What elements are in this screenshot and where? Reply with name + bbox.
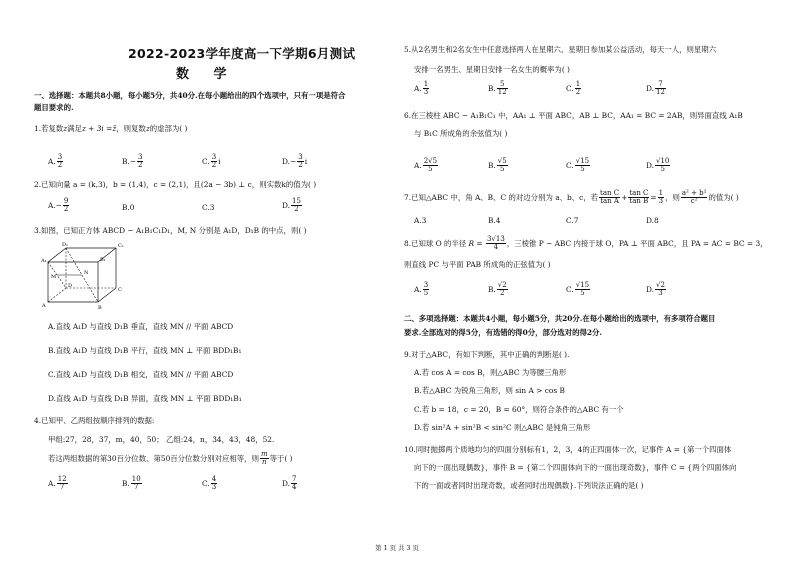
q6-stem-line2: 与 B₁C 所成角的余弦值为( ): [414, 129, 508, 138]
q8-stem-line2: 则直线 PC 与平面 PAB 所成角的正弦值为( ): [404, 260, 551, 269]
vertex-label-d1: D₁: [62, 242, 69, 248]
q8-option-b[interactable]: B. $\frac{√2}{2}$: [488, 281, 507, 298]
vertex-label-a: A: [42, 303, 46, 309]
q10-stem-line2: 向下的一面出现偶数}，事件 B = {第二个四面体向下的一面出现奇数}，事件 C = {两个四面体向: [414, 463, 737, 472]
q4-question: 若这两组数据的第30百分位数、第50百分位数分别对应相等，则 $\frac{m}{n}$ 等于( ): [48, 450, 293, 467]
q3-option-a[interactable]: A.直线 A₁D 与直线 D₁B 垂直，直线 MN // 平面 ABCD: [48, 322, 234, 331]
q5-stem-line1: 5.从2名男生和2名女生中任意选择两人在星期六、星期日参加某公益活动，每天一人，则星期六: [404, 45, 717, 54]
q1-option-c[interactable]: C. $\frac{3}{2}$ i: [202, 153, 221, 170]
vertex-label-b1: B₁: [100, 257, 106, 263]
q5-option-d[interactable]: D. $\frac{7}{12}$: [646, 80, 665, 97]
subject-title: 数 学: [176, 67, 237, 82]
q5-option-c[interactable]: C. $\frac{1}{2}$: [566, 80, 581, 97]
q6-option-c[interactable]: C. $\frac{√15}{5}$: [566, 157, 590, 174]
q4-option-d[interactable]: D. $\frac{7}{4}$: [282, 475, 297, 492]
q3-option-c[interactable]: C.直线 A₁D 与直线 D₁B 相交，直线 MN // 平面 ABCD: [48, 370, 234, 379]
q1-option-a[interactable]: A. $\frac{3}{2}$: [48, 153, 63, 170]
q4-option-a[interactable]: A. $\frac{12}{7}$: [48, 475, 67, 492]
q4-data: 甲组:27，28，37，m，40，50； 乙组:24，n，34，43，48，52.: [48, 435, 275, 444]
q7-option-b[interactable]: B.4: [488, 216, 501, 225]
q3-option-d[interactable]: D.直线 A₁D 与直线 D₁B 异面，直线 MN ⊥ 平面 BDD₁B₁: [48, 394, 242, 403]
q2-option-a[interactable]: A.− $\frac{9}{2}$: [48, 197, 69, 214]
q5-stem-line2: 安排一名男生、星期日安排一名女生的概率为( ): [414, 65, 570, 74]
vertex-label-c1: C₁: [118, 243, 124, 249]
q10-stem-line1: 10.同时抛掷两个质地均匀的四面分别标有1，2，3，4的正四面体一次，记事件 A = {第一个四面体: [404, 445, 732, 454]
vertex-label-a1: A₁: [41, 258, 47, 264]
q2-option-b[interactable]: B.0: [122, 203, 135, 212]
q4-option-b[interactable]: B. $\frac{10}{7}$: [122, 475, 141, 492]
q2-option-c[interactable]: C.3: [202, 203, 215, 212]
page-title: 2022-2023学年度高一下学期6月测试: [128, 46, 356, 61]
section1-heading: 一、选择题：本题共8小题，每小题5分，共40分.在每小题给出的四个选项中，只有一项是符合: [34, 91, 346, 100]
vertex-label-d: D: [68, 283, 73, 289]
section2-heading: 二、多项选择题：本题共4小题，每小题5分，共20分.在每小题给出的选项中，有多项符合题目: [404, 314, 716, 323]
cube-figure: [40, 240, 130, 312]
q4-stem: 4.已知甲、乙两组按顺序排列的数据:: [34, 416, 155, 425]
q9-option-d[interactable]: D.若 sin²A + sin²B < sin²C 则△ABC 是钝角三角形: [414, 423, 591, 432]
q6-option-a[interactable]: A. $\frac{2√5}{5}$: [414, 157, 438, 174]
q1-option-b[interactable]: B.− $\frac{3}{2}$: [122, 153, 143, 170]
q9-stem: 9.对于△ABC，有如下判断，其中正确的判断是( ).: [404, 350, 570, 359]
q3-stem: 3.如图，已知正方体 ABCD − A₁B₁C₁D₁，M, N 分别是 A₁D，D₁B 的中点，则( ): [34, 226, 307, 235]
section2-heading-cont: 要求.全部选对的得5分，有选错的得0分，部分选对的得2分.: [404, 328, 602, 337]
q5-option-a[interactable]: A. $\frac{1}{3}$: [414, 80, 429, 97]
q7-option-d[interactable]: D.8: [646, 216, 659, 225]
point-label-n: N: [84, 270, 89, 276]
q9-option-b[interactable]: B.若△ABC 为锐角三角形，则 sin A > cos B: [414, 386, 565, 395]
page-footer: 第 1 页 共 3 页: [375, 544, 419, 552]
q10-stem-line3: 下的一面或者同时出现奇数，或者同时出现偶数}.下列说法正确的是( ): [414, 481, 644, 490]
q6-stem-line1: 6.在三棱柱 ABC − A₁B₁C₁ 中，AA₁ ⊥ 平面 ABC，AB ⊥ BC，AA₁ = BC = 2AB，则异面直线 A₁B: [404, 111, 743, 120]
q5-option-b[interactable]: B. $\frac{5}{12}$: [488, 80, 507, 97]
q8-stem: 8.已知球 O 的半径 R = $\frac{3√13}{4}$ ，三棱锥 P − ABC 内接于球 O，PA ⊥ 平面 ABC，且 PA = AC = BC = 3，: [404, 235, 768, 252]
q1-stem: 1.若复数z满足z + 3i =z̄，则复数z的虚部为( ): [34, 124, 188, 133]
q6-option-b[interactable]: B. $\frac{√5}{5}$: [488, 157, 507, 174]
q3-option-b[interactable]: B.直线 A₁D 与直线 D₁B 平行，直线 MN ⊥ 平面 BDD₁B₁: [48, 346, 242, 355]
q2-option-d[interactable]: D. $\frac{15}{2}$: [282, 197, 301, 214]
q8-option-c[interactable]: C. $\frac{√15}{5}$: [566, 281, 590, 298]
q2-stem: 2.已知向量 a = (k,3)，b = (1,4)，c = (2,1)，且(2a − 3b) ⊥ c，则实数k的值为( ): [34, 180, 317, 189]
vertex-label-b: B: [98, 305, 102, 311]
q7-stem: 7.已知△ABC 中，角 A、B、C 的对边分别为 a、b、c，若 $\frac{\text{tan C}}{\text{tan A}}$ + $\frac{\text{tan C}}{\text{tan B}}$ = $\frac{1}{3}$ ，则 $\frac{\text{a² + b²}}{\text{c²}}$ 的值为( ): [404, 189, 739, 206]
q9-option-c[interactable]: C.若 b = 18，c = 20，B = 60°，则符合条件的△ABC 有一个: [414, 405, 624, 414]
point-label-m: M: [51, 274, 57, 280]
q1-option-d[interactable]: D.− $\frac{3}{2}$ i: [282, 153, 308, 170]
q4-option-c[interactable]: C. $\frac{4}{3}$: [202, 475, 217, 492]
section1-heading-cont: 题目要求的.: [34, 103, 74, 112]
q8-option-d[interactable]: D. $\frac{√2}{3}$: [646, 281, 665, 298]
q6-option-d[interactable]: D. $\frac{√10}{5}$: [646, 157, 670, 174]
q7-option-c[interactable]: C.7: [566, 216, 579, 225]
q9-option-a[interactable]: A.若 cos A = cos B，则△ABC 为等腰三角形: [414, 368, 567, 377]
q8-option-a[interactable]: A. $\frac{3}{5}$: [414, 281, 429, 298]
q7-option-a[interactable]: A.3: [414, 216, 427, 225]
vertex-label-c: C: [118, 287, 122, 293]
